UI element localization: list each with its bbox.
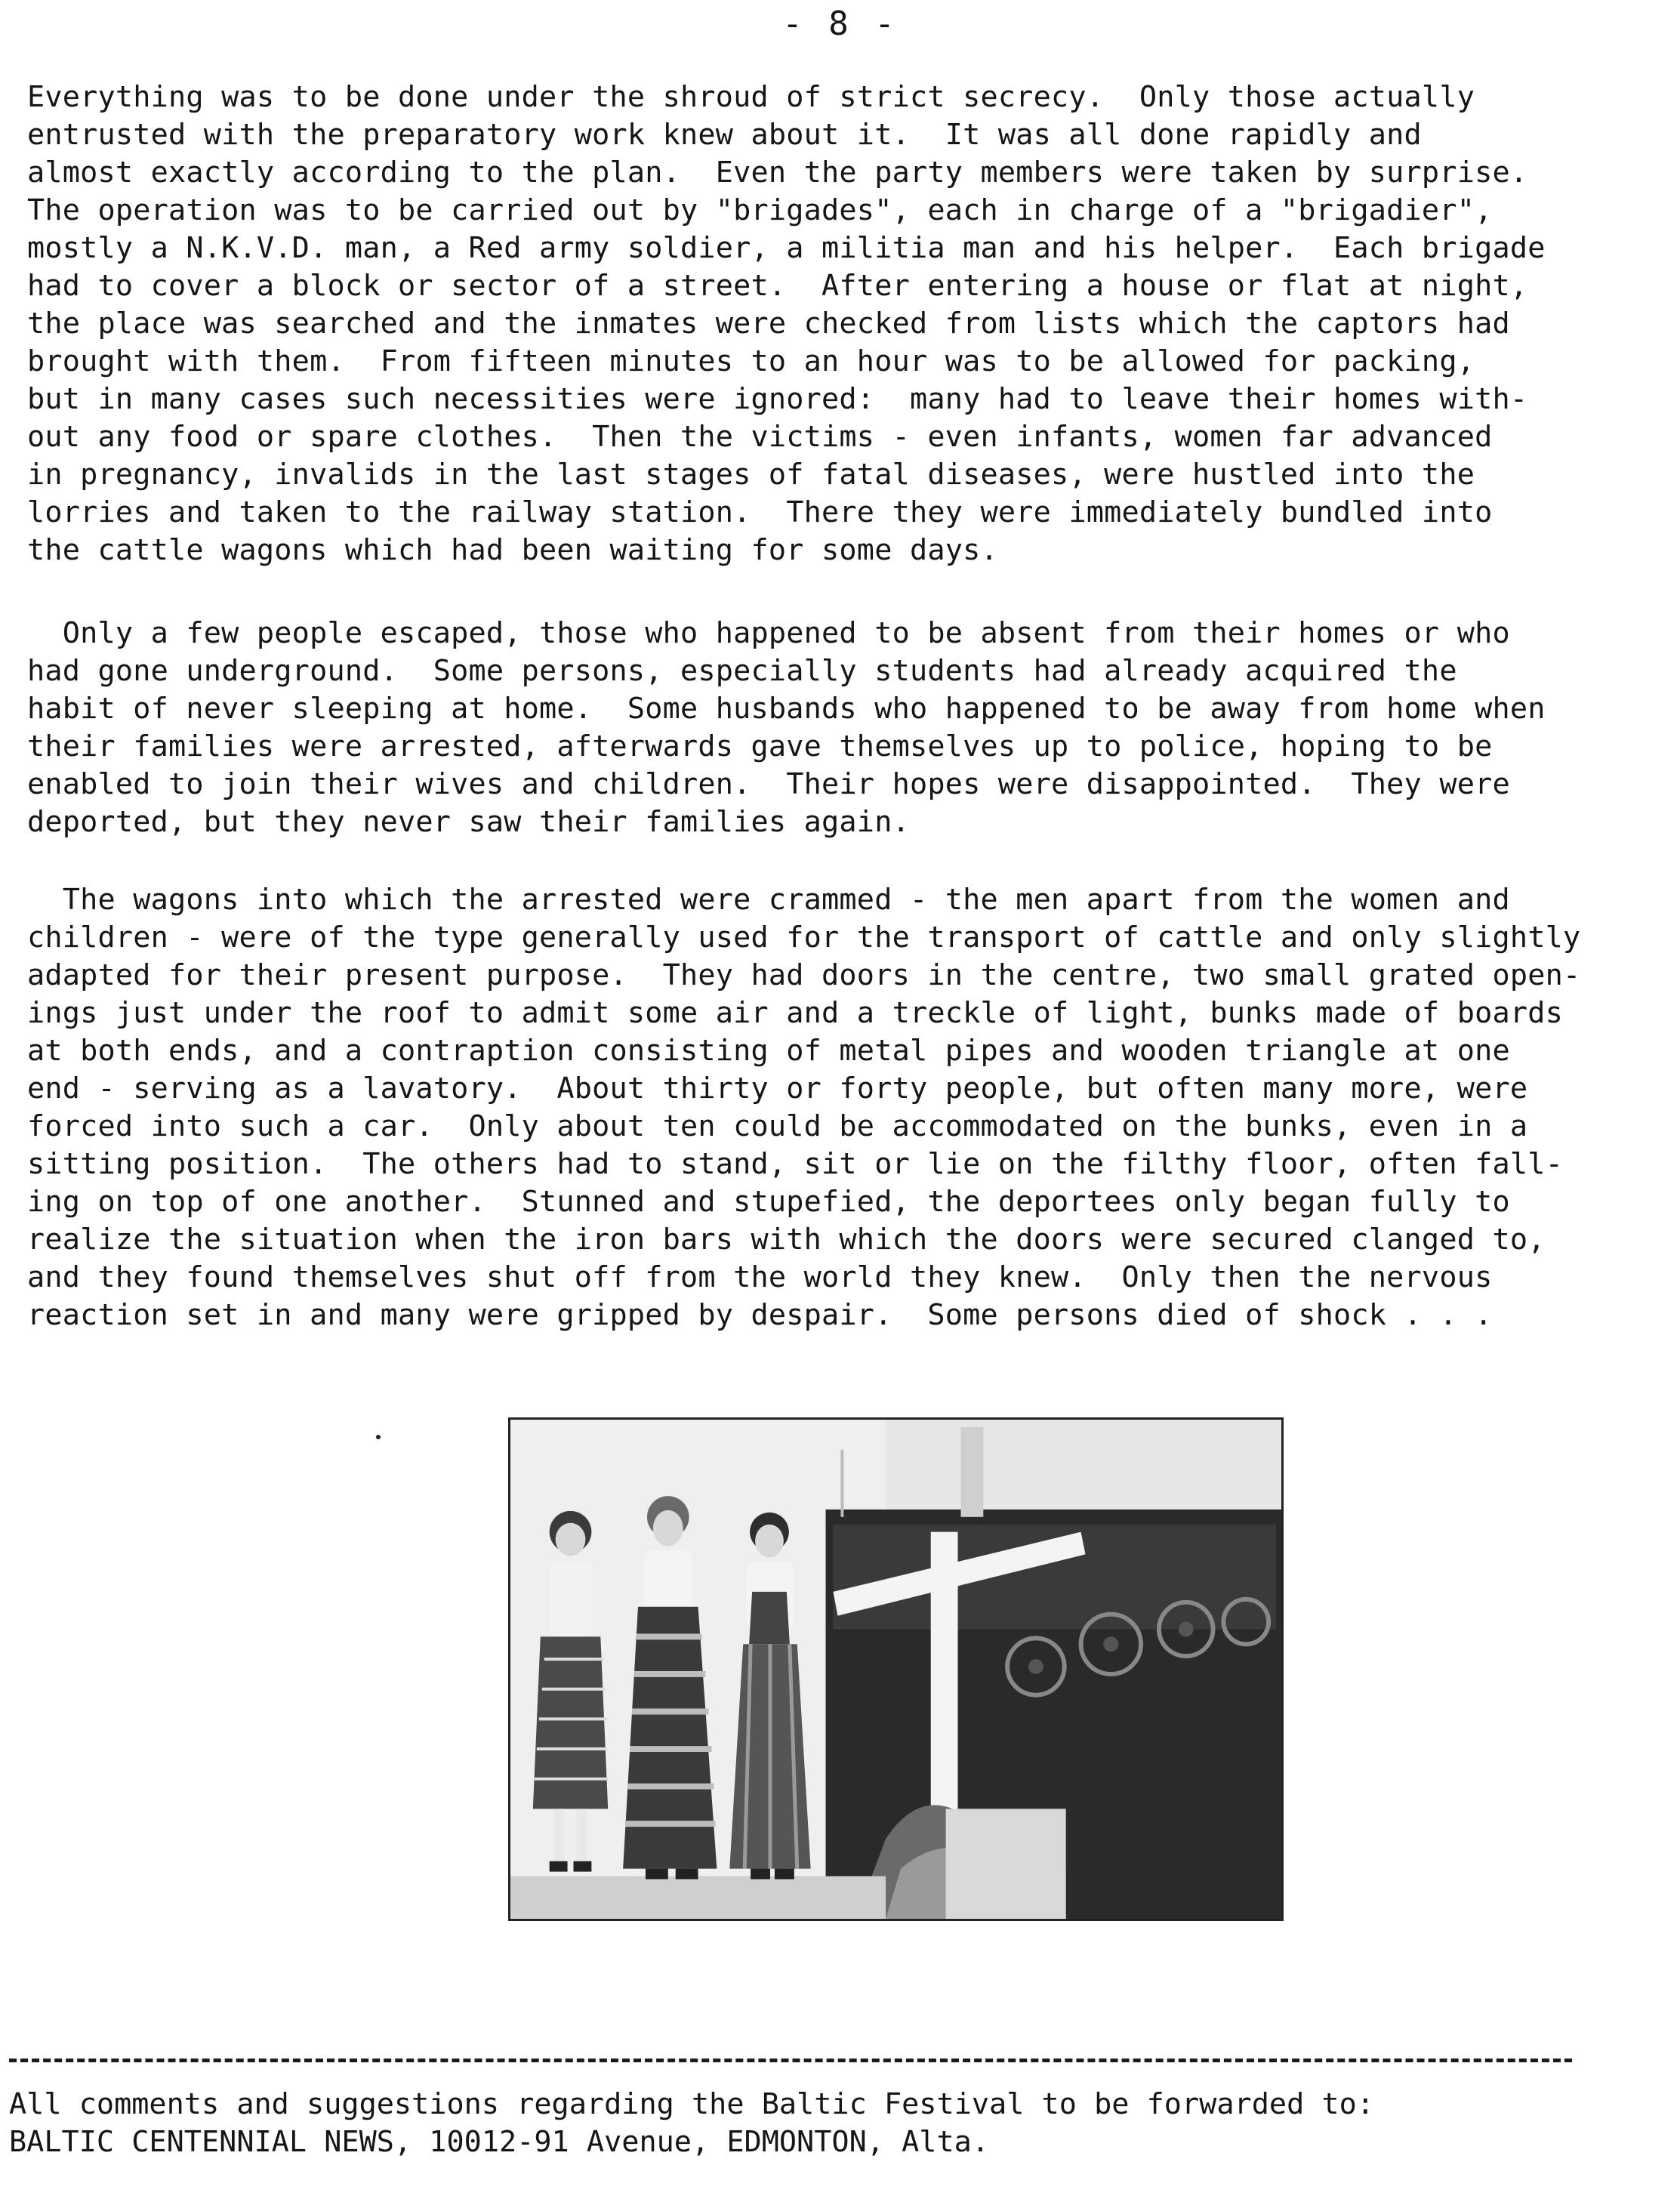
- footer-line-1: All comments and suggestions regarding the Baltic Festival to be forwarded to:: [9, 2087, 1374, 2121]
- dashed-divider: [9, 2059, 1572, 2062]
- page-number: - 8 -: [782, 5, 898, 43]
- photo-illustration: [510, 1420, 1281, 1919]
- footer-address: BALTIC CENTENNIAL NEWS, 10012-91 Avenue, EDMONTON, Alta.: [9, 2125, 990, 2159]
- stray-dot: [376, 1435, 381, 1439]
- paragraph-secrecy: Everything was to be done under the shroud of strict secrecy. Only those actually entrusted with the preparatory work knew about it. It was all done rapidly and almost exactly according to the plan. Even the party members were taken by surprise. The operation was to be carried out by "brigades", each in charge of a "brigadier", mostly a N.K.V.D. man, a Red army soldier, a militia man and his helper. Each brigade had to cover a block or sector of a street. After entering a house or flat at night, the place was searched and the inmates were checked from lists which the captors had brought with them. From fifteen minutes to an hour was to be allowed for packing, but in many cases such necessities were ignored: many had to leave their homes with- out any food or spare clothes. Then the victims - even infants, women far advanced in pregnancy, invalids in the last stages of fatal diseases, were hustled into the lorries and taken to the railway station. There they were immediately bundled into the cattle wagons which had been waiting for some days.: [27, 80, 1546, 567]
- paragraph-escaped: Only a few people escaped, those who happened to be absent from their homes or who had gone underground. Some persons, especially students had already acquired the habit of never sleeping at home. Some husbands who happened to be away from home when their families were arrested, afterwards gave themselves up to police, hoping to be enabled to join their wives and children. Their hopes were disappointed. They were deported, but they never saw their families again.: [27, 616, 1546, 839]
- photo-women-in-folk-costume: [508, 1417, 1284, 1921]
- footer-note: [9, 2086, 1374, 2161]
- paragraph-wagons: The wagons into which the arrested were crammed - the men apart from the women and children - were of the type generally used for the transport of cattle and only slightly adapted for their present purpose. They had doors in the centre, two small grated open- ings just under the roof to admit some air and a treckle of light, bunks made of boards at both ends, and a contraption consisting of metal pipes and wooden triangle at one end - serving as a lavatory. About thirty or forty people, but often many more, were forced into such a car. Only about ten could be accommodated on the bunks, even in a sitting position. The others had to stand, sit or lie on the filthy floor, often fall- ing on top of one another. Stunned and stupefied, the deportees only began fully to realize the situation when the iron bars with which the doors were secured clanged to, and they found themselves shut off from the world they knew. Only then the nervous reaction set in and many were gripped by despair. Some persons died of shock . . .: [27, 883, 1581, 1332]
